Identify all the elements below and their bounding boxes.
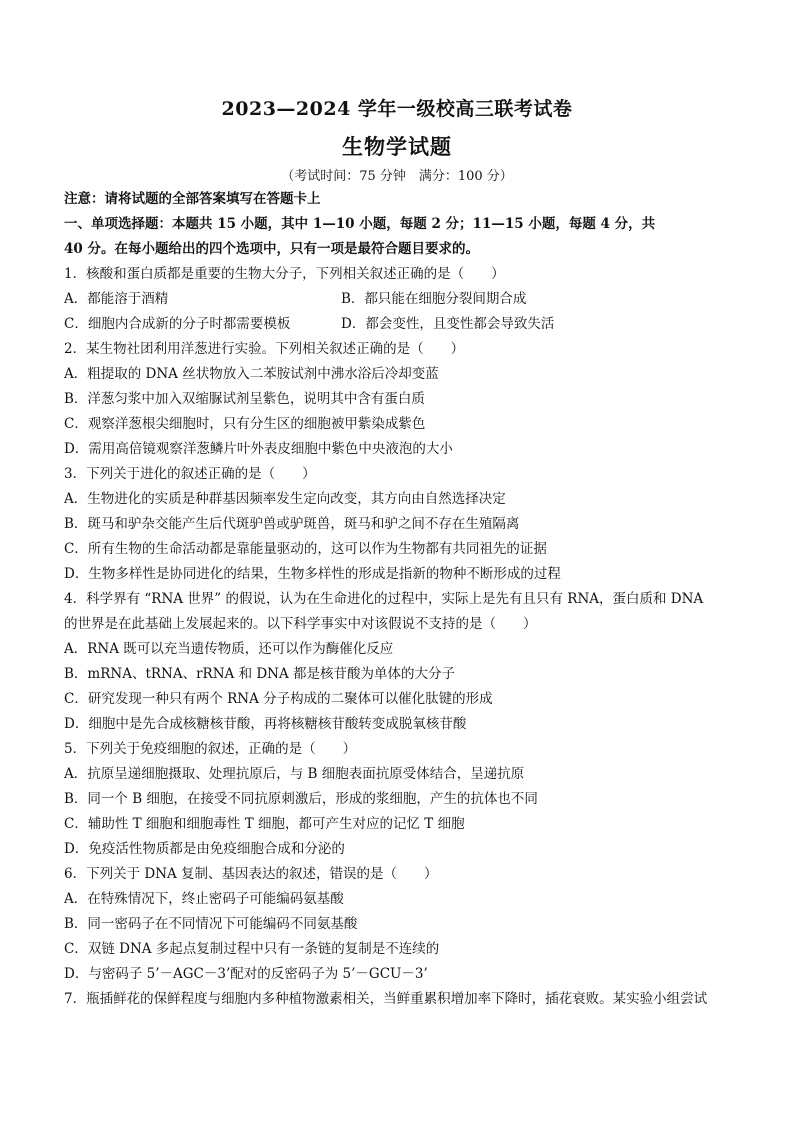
section-heading-line-1: 一、单项选择题：本题共 15 小题，其中 1—10 小题，每题 2 分；11—15 小题，每题 4 分，共 bbox=[64, 216, 656, 232]
question-5-option-d: D．免疫活性物质都是由免疫细胞合成和分泌的 bbox=[64, 841, 345, 857]
question-2-option-c: C．观察洋葱根尖细胞时，只有分生区的细胞被甲紫染成紫色 bbox=[64, 416, 426, 432]
question-1-option-b: B．都只能在细胞分裂间期合成 bbox=[341, 291, 527, 307]
question-1-option-a: A．都能溶于酒精 bbox=[64, 291, 169, 307]
question-1-option-d: D．都会变性，且变性都会导致失活 bbox=[341, 316, 555, 332]
question-2-option-b: B．洋葱匀浆中加入双缩脲试剂呈紫色，说明其中含有蛋白质 bbox=[64, 391, 425, 407]
question-4-stem-line-1: 4．科学界有 “RNA 世界” 的假说，认为在生命进化的过程中，实际上是先有且只有 RNA，蛋白质和 DNA bbox=[64, 591, 704, 607]
question-6-option-b: B．同一密码子在不同情况下可能编码不同氨基酸 bbox=[64, 916, 358, 932]
question-1-stem: 1．核酸和蛋白质都是重要的生物大分子，下列相关叙述正确的是（ ） bbox=[64, 266, 505, 282]
question-2-option-a: A．粗提取的 DNA 丝状物放入二苯胺试剂中沸水浴后冷却变蓝 bbox=[64, 366, 439, 382]
question-5-option-a: A．抗原呈递细胞摄取、处理抗原后，与 B 细胞表面抗原受体结合，呈递抗原 bbox=[64, 766, 525, 782]
question-4-stem-line-2: 的世界是在此基础上发展起来的。以下科学事实中对该假说不支持的是（ ） bbox=[64, 616, 537, 632]
question-2-option-d: D．需用高倍镜观察洋葱鳞片叶外表皮细胞中紫色中央液泡的大小 bbox=[64, 441, 453, 457]
section-heading-line-2: 40 分。在每小题给出的四个选项中，只有一项是最符合题目要求的。 bbox=[64, 241, 479, 257]
exam-info: （考试时间：75 分钟 满分：100 分） bbox=[281, 169, 513, 184]
question-4-option-c: C．研究发现一种只有两个 RNA 分子构成的二聚体可以催化肽键的形成 bbox=[64, 691, 493, 707]
question-6-option-a: A．在特殊情况下，终止密码子可能编码氨基酸 bbox=[64, 891, 344, 907]
question-1-options-row-1 bbox=[64, 287, 730, 312]
question-list bbox=[64, 262, 730, 1012]
question-4-option-b: B．mRNA、tRNA、rRNA 和 DNA 都是核苷酸为单体的大分子 bbox=[64, 666, 456, 682]
question-6-stem: 6．下列关于 DNA 复制、基因表达的叙述，错误的是（ ） bbox=[64, 866, 438, 882]
exam-subtitle: 生物学试题 bbox=[342, 134, 452, 159]
question-6-option-d: D．与密码子 5’－AGC－3’配对的反密码子为 5’－GCU－3’ bbox=[64, 966, 428, 982]
question-5-stem: 5．下列关于免疫细胞的叙述，正确的是（ ） bbox=[64, 741, 357, 757]
question-3-stem: 3．下列关于进化的叙述正确的是（ ） bbox=[64, 466, 316, 482]
question-3-option-a: A．生物进化的实质是种群基因频率发生定向改变，其方向由自然选择决定 bbox=[64, 491, 506, 507]
question-4-option-d: D．细胞中是先合成核糖核苷酸，再将核糖核苷酸转变成脱氧核苷酸 bbox=[64, 716, 467, 732]
question-1-options-row-2 bbox=[64, 312, 730, 337]
question-5-option-c: C．辅助性 T 细胞和细胞毒性 T 细胞，都可产生对应的记忆 T 细胞 bbox=[64, 816, 465, 832]
question-3-option-d: D．生物多样性是协同进化的结果，生物多样性的形成是指新的物种不断形成的过程 bbox=[64, 566, 561, 582]
exam-title: 2023—2024 学年一级校高三联考试卷 bbox=[221, 98, 573, 120]
question-3-option-c: C．所有生物的生命活动都是靠能量驱动的，这可以作为生物都有共同祖先的证据 bbox=[64, 541, 547, 557]
question-2-stem: 2．某生物社团利用洋葱进行实验。下列相关叙述正确的是（ ） bbox=[64, 341, 465, 357]
question-1-option-c: C．细胞内合成新的分子时都需要模板 bbox=[64, 316, 291, 332]
question-5-option-b: B．同一个 B 细胞，在接受不同抗原刺激后，形成的浆细胞，产生的抗体也不同 bbox=[64, 791, 538, 807]
question-4-option-a: A．RNA 既可以充当遗传物质，还可以作为酶催化反应 bbox=[64, 641, 394, 657]
notice: 注意：请将试题的全部答案填写在答题卡上 bbox=[64, 191, 321, 207]
question-3-option-b: B．斑马和驴杂交能产生后代斑驴兽或驴斑兽，斑马和驴之间不存在生殖隔离 bbox=[64, 516, 520, 532]
question-7-stem-line-1: 7．瓶插鲜花的保鲜程度与细胞内多种植物激素相关，当鲜重累积增加率下降时，插花衰败。某实验小组尝试 bbox=[64, 991, 708, 1007]
question-6-option-c: C．双链 DNA 多起点复制过程中只有一条链的复制是不连续的 bbox=[64, 941, 440, 957]
